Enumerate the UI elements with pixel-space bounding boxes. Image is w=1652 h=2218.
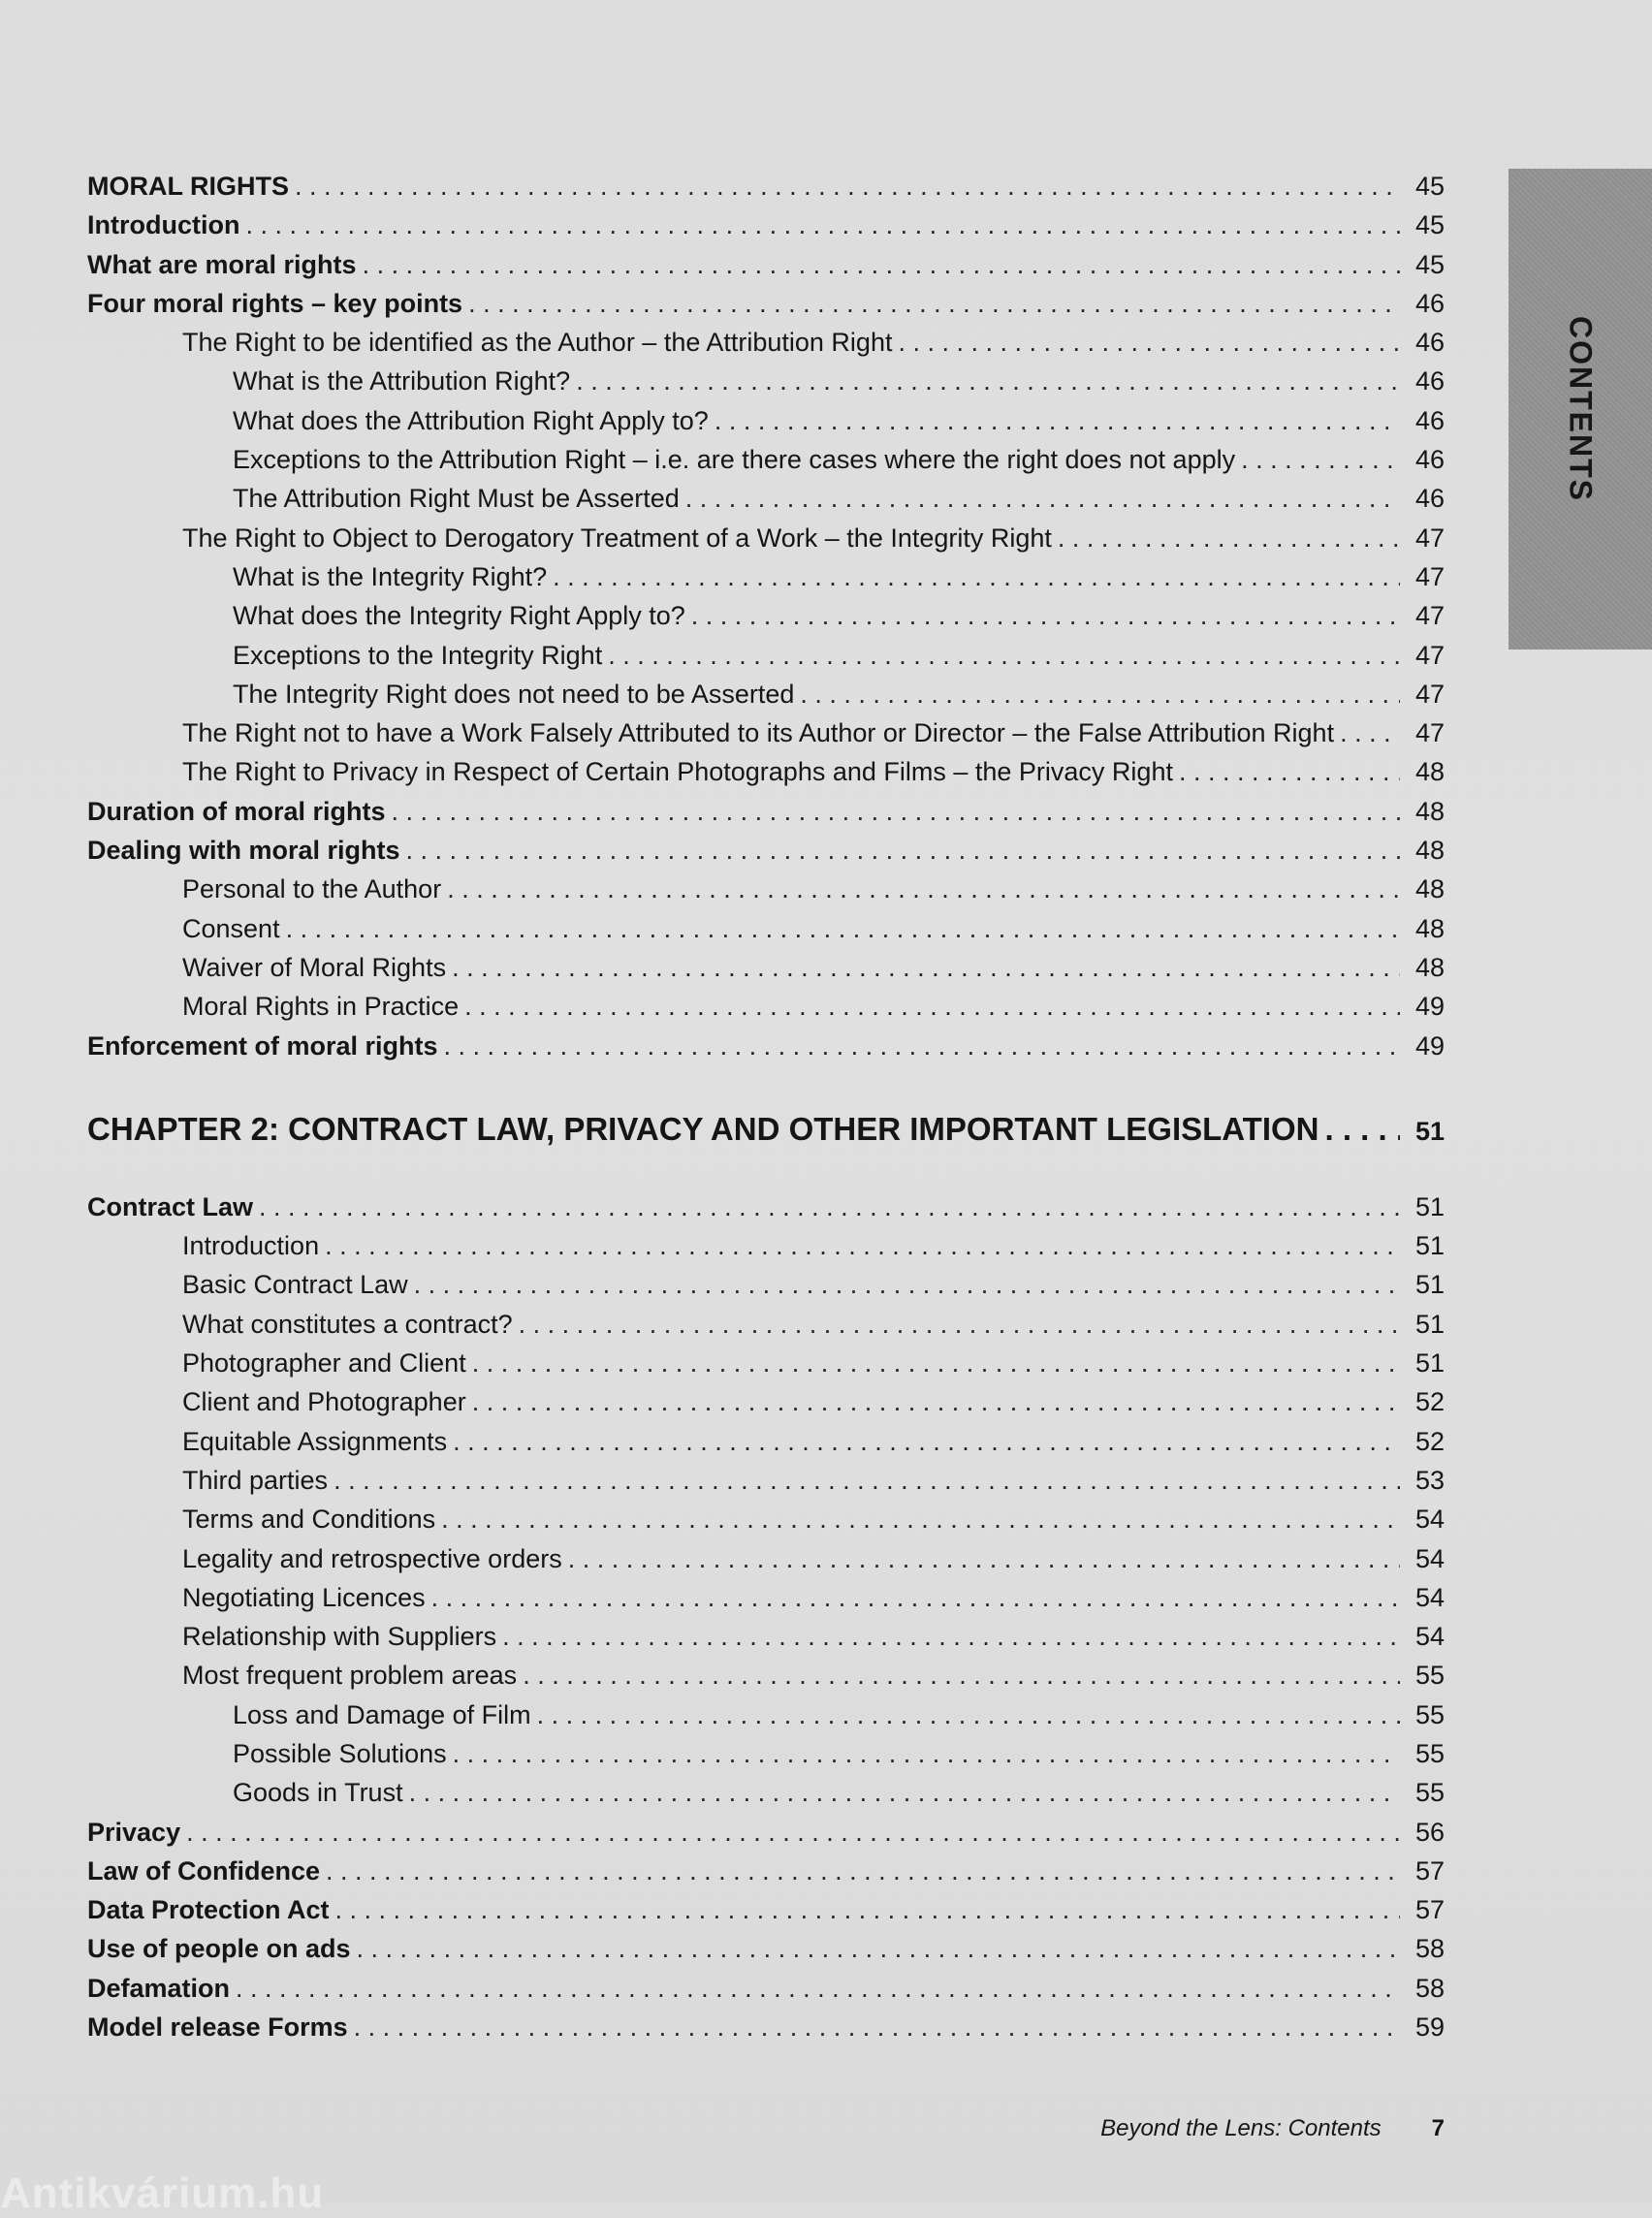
toc-entry-page: 46 — [1414, 484, 1445, 514]
toc-entry-label: Most frequent problem areas — [182, 1661, 518, 1691]
dot-leader — [537, 1695, 1400, 1734]
toc-entry-label: Four moral rights – key points — [87, 288, 463, 318]
dot-leader — [1179, 752, 1400, 791]
toc-entry — [87, 1382, 1445, 1421]
dot-leader — [444, 1027, 1400, 1065]
toc-entry — [87, 870, 1445, 908]
toc-entry-page: 56 — [1414, 1817, 1445, 1847]
dot-leader — [259, 1188, 1400, 1226]
toc-entry — [87, 245, 1445, 284]
toc-entry-page: 47 — [1414, 561, 1445, 591]
toc-entry — [87, 1969, 1445, 2008]
dot-leader — [186, 1813, 1400, 1852]
toc-entry — [87, 1617, 1445, 1656]
dot-leader — [357, 1929, 1400, 1968]
dot-leader — [286, 909, 1400, 948]
toc-entry — [87, 987, 1445, 1026]
toc-entry-page: 54 — [1414, 1543, 1445, 1573]
toc-entry — [87, 752, 1445, 791]
toc-entry — [87, 401, 1445, 440]
dot-leader — [1241, 440, 1400, 479]
toc-entry — [87, 1852, 1445, 1890]
toc-entry — [87, 1734, 1445, 1773]
toc-entry — [87, 1226, 1445, 1265]
toc-entry — [87, 831, 1445, 870]
toc-entry-page: 57 — [1414, 1855, 1445, 1885]
toc-entry-label: Exceptions to the Integrity Right — [233, 640, 603, 670]
dot-leader — [568, 1539, 1400, 1578]
toc-entry-page: 55 — [1414, 1738, 1445, 1768]
toc-entry-page: 55 — [1414, 1661, 1445, 1691]
toc-entry-page: 47 — [1414, 640, 1445, 670]
footer-title: Beyond the Lens: Contents — [1100, 2115, 1382, 2141]
toc-entry — [87, 596, 1445, 635]
dot-leader — [691, 596, 1400, 635]
dot-leader — [447, 870, 1400, 908]
contents-tab-label: CONTENTS — [1563, 316, 1599, 502]
toc-entry-label: Dealing with moral rights — [87, 836, 400, 866]
dot-leader — [452, 948, 1400, 987]
toc-entry-page: 51 — [1414, 1309, 1445, 1339]
toc-entry — [87, 1188, 1445, 1226]
toc-entry — [87, 323, 1445, 362]
dot-leader — [1058, 519, 1400, 557]
toc-entry-label: What does the Integrity Right Apply to? — [233, 601, 685, 631]
dot-leader — [392, 792, 1400, 831]
dot-leader — [453, 1422, 1400, 1461]
toc-entry-page: 48 — [1414, 874, 1445, 904]
toc-entry-label: Photographer and Client — [182, 1348, 466, 1378]
toc-entry-label: What is the Integrity Right? — [233, 561, 548, 591]
toc-entry — [87, 284, 1445, 323]
dot-leader — [1340, 713, 1400, 752]
toc-entry-label: Loss and Damage of Film — [233, 1699, 531, 1729]
toc-entry-page: 59 — [1414, 2012, 1445, 2043]
toc-entry-page: 47 — [1414, 601, 1445, 631]
toc-entry — [87, 636, 1445, 675]
toc-entry — [87, 2008, 1445, 2046]
toc-entry-page: 49 — [1414, 1030, 1445, 1061]
toc-entry — [87, 1265, 1445, 1304]
dot-leader — [335, 1890, 1400, 1929]
toc-entry — [87, 1539, 1445, 1578]
chapter-page-number: 51 — [1414, 1116, 1445, 1146]
dot-leader — [441, 1500, 1400, 1538]
dot-leader — [295, 167, 1400, 206]
dot-leader — [1325, 1108, 1401, 1151]
toc-entry-label: What constitutes a contract? — [182, 1309, 513, 1339]
toc-entry-page: 46 — [1414, 328, 1445, 358]
dot-leader — [236, 1969, 1400, 2008]
toc-entry — [87, 557, 1445, 596]
toc-entry-label: Model release Forms — [87, 2012, 348, 2043]
toc-entry-page: 58 — [1414, 1973, 1445, 2003]
toc-entry — [87, 1027, 1445, 1065]
toc-entry-page: 46 — [1414, 288, 1445, 318]
dot-leader — [608, 636, 1400, 675]
toc-entry — [87, 1461, 1445, 1500]
dot-leader — [472, 1344, 1400, 1382]
toc-entry-page: 55 — [1414, 1778, 1445, 1808]
toc-entry-label: Privacy — [87, 1817, 181, 1847]
dot-leader — [472, 1382, 1400, 1421]
toc-entry-label: MORAL RIGHTS — [87, 172, 289, 201]
toc-entry-page: 51 — [1414, 1231, 1445, 1261]
toc-entry — [87, 519, 1445, 557]
chapter-heading — [87, 1108, 1445, 1153]
toc-entry-page: 45 — [1414, 172, 1445, 201]
toc-entry-label: Duration of moral rights — [87, 796, 386, 826]
table-of-contents — [87, 167, 1445, 2046]
dot-leader — [553, 557, 1400, 596]
toc-entry-label: Exceptions to the Attribution Right – i.e. are there cases where the right does not apply — [233, 445, 1236, 475]
toc-entry-page: 52 — [1414, 1426, 1445, 1456]
dot-leader — [453, 1734, 1400, 1773]
toc-entry — [87, 1305, 1445, 1344]
toc-entry — [87, 167, 1445, 206]
toc-entry — [87, 362, 1445, 400]
toc-entry-label: The Right not to have a Work Falsely Attributed to its Author or Director – the False Attribution Right — [182, 718, 1335, 748]
toc-entry-label: Data Protection Act — [87, 1895, 330, 1925]
toc-entry-page: 58 — [1414, 1934, 1445, 1964]
dot-leader — [406, 831, 1400, 870]
toc-entry-label: The Right to Privacy in Respect of Certain Photographs and Films – the Privacy Right — [182, 757, 1173, 787]
toc-entry-page: 46 — [1414, 405, 1445, 435]
chapter-title: CHAPTER 2: CONTRACT LAW, PRIVACY AND OTHER IMPORTANT LEGISLATION — [87, 1110, 1319, 1147]
toc-entry-page: 48 — [1414, 913, 1445, 943]
toc-entry-label: The Right to Object to Derogatory Treatment of a Work – the Integrity Right — [182, 523, 1052, 553]
toc-entry-page: 45 — [1414, 210, 1445, 240]
dot-leader — [715, 401, 1400, 440]
dot-leader — [326, 1852, 1400, 1890]
toc-entry — [87, 1656, 1445, 1695]
dot-leader — [685, 479, 1400, 518]
dot-leader — [431, 1578, 1400, 1617]
dot-leader — [576, 362, 1400, 400]
toc-entry-page: 53 — [1414, 1465, 1445, 1495]
toc-entry-label: Use of people on ads — [87, 1934, 351, 1964]
toc-entry-label: Legality and retrospective orders — [182, 1543, 562, 1573]
dot-leader — [414, 1265, 1400, 1304]
toc-entry-label: Introduction — [87, 210, 240, 240]
dot-leader — [523, 1656, 1400, 1695]
dot-leader — [334, 1461, 1400, 1500]
toc-entry-page: 46 — [1414, 445, 1445, 475]
toc-entry-page: 57 — [1414, 1895, 1445, 1925]
dot-leader — [898, 323, 1400, 362]
toc-entry-label: Personal to the Author — [182, 874, 442, 904]
page-number: 7 — [1431, 2115, 1445, 2141]
toc-entry-label: Law of Confidence — [87, 1855, 321, 1885]
toc-entry-page: 45 — [1414, 249, 1445, 279]
toc-entry-page: 47 — [1414, 679, 1445, 709]
watermark-text: Antikvárium.hu — [0, 2170, 325, 2217]
toc-entry-page: 47 — [1414, 718, 1445, 748]
toc-entry-label: Goods in Trust — [233, 1778, 403, 1808]
dot-leader — [325, 1226, 1400, 1265]
toc-entry-page: 48 — [1414, 757, 1445, 787]
toc-entry — [87, 1344, 1445, 1382]
toc-entry — [87, 206, 1445, 244]
toc-entry-page: 54 — [1414, 1622, 1445, 1652]
dot-leader — [502, 1617, 1400, 1656]
toc-entry-label: Negotiating Licences — [182, 1582, 426, 1612]
toc-entry-label: Moral Rights in Practice — [182, 992, 460, 1022]
toc-entry-label: What does the Attribution Right Apply to? — [233, 405, 709, 435]
toc-entry-label: Contract Law — [87, 1191, 254, 1221]
contents-tab — [1509, 169, 1652, 650]
toc-entry — [87, 1929, 1445, 1968]
toc-entry-label: The Integrity Right does not need to be Asserted — [233, 679, 795, 709]
toc-entry-page: 46 — [1414, 366, 1445, 396]
toc-entry — [87, 909, 1445, 948]
toc-entry-page: 48 — [1414, 952, 1445, 982]
dot-leader — [800, 675, 1400, 713]
dot-leader — [354, 2008, 1400, 2046]
toc-entry-page: 51 — [1414, 1348, 1445, 1378]
toc-entry-label: Terms and Conditions — [182, 1505, 436, 1535]
toc-section-contract-law — [87, 1188, 1445, 2047]
toc-entry — [87, 675, 1445, 713]
dot-leader — [363, 245, 1400, 284]
toc-entry-label: Possible Solutions — [233, 1738, 447, 1768]
toc-entry-label: Relationship with Suppliers — [182, 1622, 497, 1652]
dot-leader — [464, 987, 1400, 1026]
toc-entry-label: The Right to be identified as the Author – the Attribution Right — [182, 328, 893, 358]
toc-entry — [87, 792, 1445, 831]
toc-entry-page: 47 — [1414, 523, 1445, 553]
toc-entry — [87, 479, 1445, 518]
toc-entry — [87, 948, 1445, 987]
toc-entry — [87, 1578, 1445, 1617]
toc-entry-page: 49 — [1414, 992, 1445, 1022]
toc-entry-label: Waiver of Moral Rights — [182, 952, 447, 982]
toc-entry-page: 51 — [1414, 1191, 1445, 1221]
toc-entry — [87, 1890, 1445, 1929]
toc-entry-page: 54 — [1414, 1505, 1445, 1535]
toc-entry — [87, 1813, 1445, 1852]
toc-entry-label: Enforcement of moral rights — [87, 1030, 438, 1061]
page-footer — [1100, 2115, 1445, 2142]
toc-entry — [87, 1422, 1445, 1461]
toc-entry — [87, 440, 1445, 479]
toc-entry-label: The Attribution Right Must be Asserted — [233, 484, 680, 514]
toc-entry — [87, 1773, 1445, 1812]
toc-entry-label: Basic Contract Law — [182, 1270, 408, 1300]
toc-entry-label: Defamation — [87, 1973, 231, 2003]
toc-entry — [87, 713, 1445, 752]
toc-entry-page: 51 — [1414, 1270, 1445, 1300]
toc-entry-label: Equitable Assignments — [182, 1426, 448, 1456]
toc-entry-page: 54 — [1414, 1582, 1445, 1612]
toc-entry-page: 48 — [1414, 796, 1445, 826]
toc-entry-page: 55 — [1414, 1699, 1445, 1729]
toc-entry-label: Introduction — [182, 1231, 320, 1261]
toc-entry-page: 52 — [1414, 1387, 1445, 1417]
toc-entry — [87, 1695, 1445, 1734]
toc-entry — [87, 1500, 1445, 1538]
toc-entry-label: Client and Photographer — [182, 1387, 466, 1417]
toc-entry-label: Third parties — [182, 1465, 329, 1495]
dot-leader — [468, 284, 1400, 323]
dot-leader — [519, 1305, 1400, 1344]
dot-leader — [245, 206, 1400, 244]
dot-leader — [409, 1773, 1400, 1812]
toc-entry-label: What is the Attribution Right? — [233, 366, 571, 396]
toc-entry-label: What are moral rights — [87, 249, 357, 279]
toc-section-moral-rights — [87, 167, 1445, 1065]
toc-entry-label: Consent — [182, 913, 280, 943]
toc-entry-page: 48 — [1414, 836, 1445, 866]
